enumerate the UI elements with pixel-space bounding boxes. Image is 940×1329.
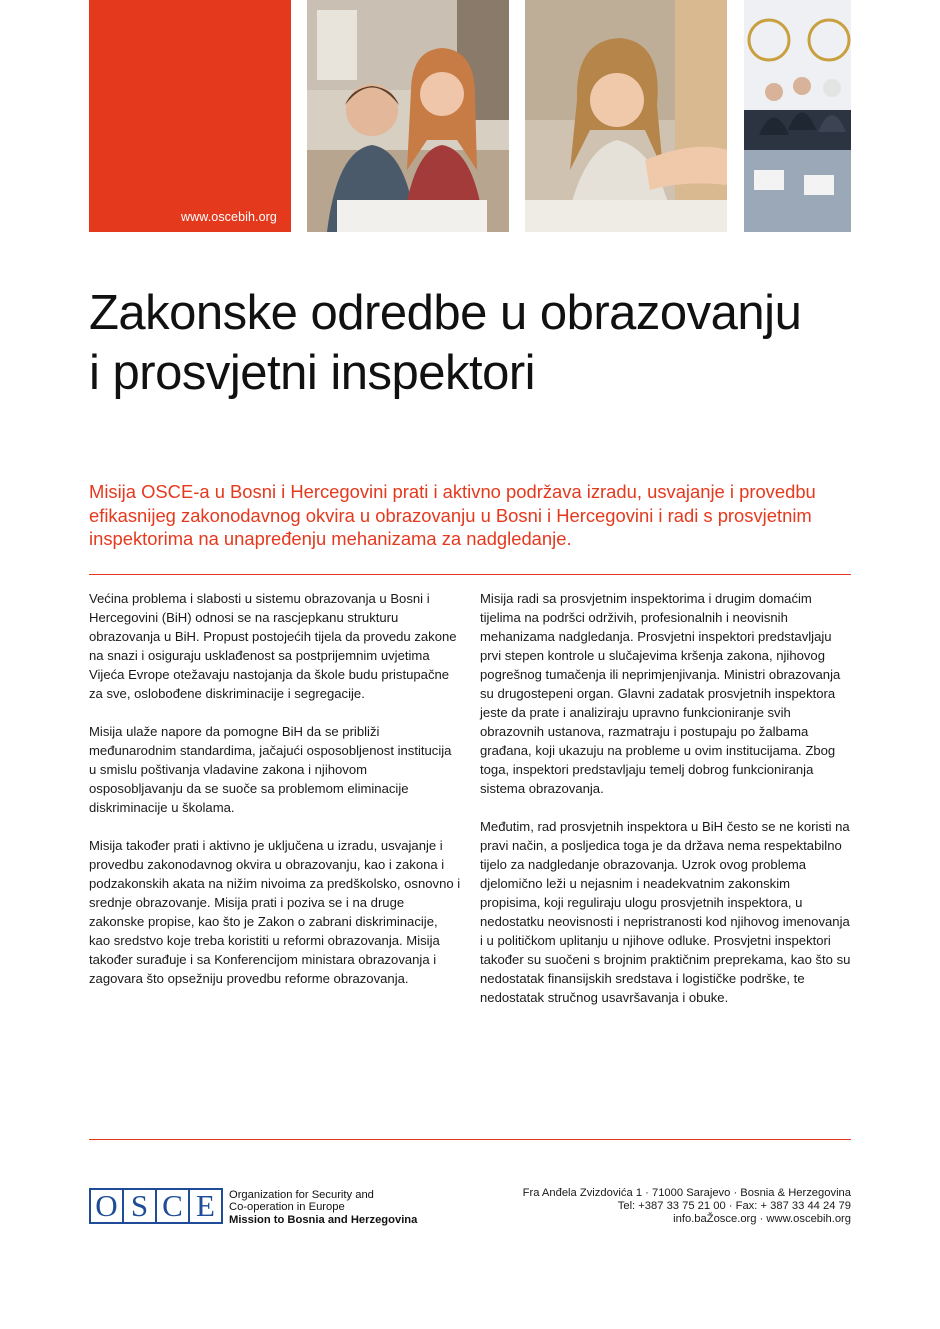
header-banner bbox=[89, 0, 851, 232]
divider-top bbox=[89, 574, 851, 575]
website-url[interactable]: www.oscebih.org bbox=[181, 210, 277, 224]
osce-logo-mark bbox=[89, 1188, 223, 1224]
divider-bottom bbox=[89, 1139, 851, 1140]
body-column-left bbox=[89, 589, 461, 1007]
osce-logo bbox=[89, 1188, 417, 1226]
logo-letter: O bbox=[91, 1190, 122, 1222]
conference-photo bbox=[744, 0, 851, 232]
lead-paragraph: Misija OSCE-a u Bosni i Hercegovini prati i aktivno podržava izradu, usvajanje i provedbu efikasnijeg zakonodavnog okvira u obrazovanju u Bosni i Hercegovini i radi s prosvjetnim inspektorima na unapređenju mehanizama za nadgledanje. bbox=[89, 481, 816, 549]
email-website[interactable]: info.baŽosce.org · www.oscebih.org bbox=[673, 1213, 851, 1225]
body-paragraph: Većina problema i slabosti u sistemu obrazovanja u Bosni i Hercegovini (BiH) odnosi se na rascjepkanu strukturu obrazovanja u BiH. Propust postojećih tijela da provedu zakone na snazi i osiguraju usklađenost sa postprijemnim uvjetima Vijeća Evrope otežavaju nastojanja da škole budu pristupačne za sve, oslobođene diskriminacije i segregacije. bbox=[89, 591, 457, 701]
students-photo bbox=[307, 0, 509, 232]
mission-name: Mission to Bosnia and Herzegovina bbox=[229, 1213, 418, 1226]
logo-letter: S bbox=[124, 1190, 155, 1222]
body-paragraph: Misija također prati i aktivno je uključena u izradu, usvajanje i provedbu zakonodavnog okvira u obrazovanju, kao i zakona i podzakonskih akata na nižim nivoima za predškolsko, osnovno i srednje obrazovanje. Misija prati i poziva se i na druge zakonske propise, kao što je Zakon o zabrani diskriminacije, kao sredstvo koje treba koristiti u reformi obrazovanja. Misija također surađuje i sa Konferencijom ministara obrazovanja i zagovara što opsežniju provedbu reforme obrazovanja. bbox=[89, 838, 461, 986]
org-line: Co-operation in Europe bbox=[229, 1201, 345, 1214]
org-line: Organization for Security and bbox=[229, 1189, 374, 1201]
red-brand-panel bbox=[89, 0, 291, 232]
body-paragraph: Međutim, rad prosvjetnih inspektora u BiH često se ne koristi na pravi način, a posljedica toga je da država nema respektabilno tijelo za nadgledanje obrazovanja. Uzrok ovog problema djelomično leži u nejasnim i neadekvatnim zakonskim propisima, koji reguliraju ulogu prosvjetnih inspektora, u nedostatku neovisnosti i nepristranosti kod njihovog imenovanja i u političkom uplitanju u njihove odluke. Prosvjetni inspektori također su suočeni s brojnim praktičnim preprekama, kao što su nedostatak finansijskih sredstava i logističke podrške, te nedostatak stručnog usavršavanja i obuke. bbox=[480, 819, 851, 1005]
page-title: Zakonske odredbe u obrazovanju i prosvjetni inspektori bbox=[89, 286, 802, 400]
street-address: Fra Anđela Zvizdovića 1 · 71000 Sarajevo · Bosnia & Herzegovina bbox=[522, 1187, 851, 1199]
phone-fax: Tel: +387 33 75 21 00 · Fax: + 387 33 44 24 79 bbox=[617, 1200, 851, 1212]
schoolgirl-photo bbox=[525, 0, 727, 232]
body-paragraph: Misija radi sa prosvjetnim inspektorima i drugim domaćim tijelima na podršci održivih, profesionalnih i neovisnih mehanizama nadgledanja. Prosvjetni inspektori predstavljaju prvi stepen kontrole u slučajevima kršenja zakona, njihovog pogrešnog tumačenja ili neprimjenjivanja. Ministri obrazovanja su drugostepeni organ. Glavni zadatak prosvjetnih inspektora jeste da prate i analiziraju upravno funkcioniranje svih obrazovnih ustanova, razmatraju i postupaju po žalbama građana, koji ukazuju na probleme u ovim institucijama. Zbog toga, inspektori predstavljaju temelj dobrog funkcioniranja sistema obrazovanja. bbox=[480, 591, 841, 796]
logo-letter: E bbox=[190, 1190, 221, 1222]
body-column-right bbox=[480, 589, 852, 1026]
organization-name bbox=[229, 1189, 417, 1226]
body-paragraph: Misija ulaže napore da pomogne BiH da se približi međunarodnim standardima, jačajući osposobljenost institucija u smislu poštivanja vladavine zakona i njihovom osposobljavanju da se suoče sa problemom eliminacije diskriminacije u školama. bbox=[89, 724, 452, 815]
logo-letter: C bbox=[157, 1190, 188, 1222]
contact-address bbox=[523, 1187, 851, 1226]
